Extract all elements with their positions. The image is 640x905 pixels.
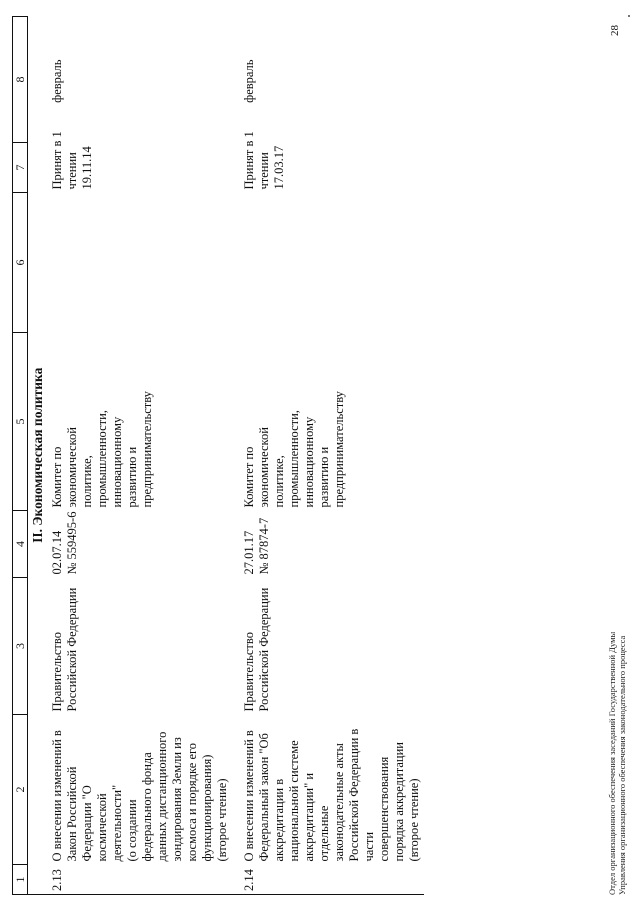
footer-line: Управления организационного обеспечения законодательного процесса: [617, 635, 627, 895]
row-number: 2.13: [47, 865, 232, 895]
committee: Комитет по экономической политике, промышленности, инновационному развитию и предпринимательству: [50, 391, 154, 508]
registration-number: № 87874-7: [257, 517, 271, 575]
column-header: 1: [13, 865, 28, 895]
column-header: 5: [13, 333, 28, 511]
column-header: 6: [13, 193, 28, 333]
initiator: Правительство Российской Федерации: [242, 587, 271, 712]
table-row: [47, 17, 232, 895]
reading-status: Принят в 1 чтении 17.03.17: [242, 131, 286, 190]
page-footer: [607, 632, 627, 895]
row-number: 2.14: [232, 865, 424, 895]
table-row: [232, 17, 424, 895]
planned-month: февраль: [242, 59, 256, 103]
status-cell: [47, 17, 232, 193]
section-title: II. Экономическая политика: [28, 17, 48, 895]
initiator: Правительство Российской Федерации: [50, 587, 79, 712]
column-header: 3: [13, 578, 28, 715]
section-row: [28, 17, 48, 895]
column-header: 4: [13, 511, 28, 578]
footer-line: Отдел организационного обеспечения заседаний Государственной Думы: [607, 631, 617, 895]
registration-cell: [232, 511, 424, 578]
planned-month: февраль: [50, 59, 64, 103]
bill-title: О внесении изменений в Федеральный закон "Об аккредитации в национальной системе аккредитации" и отдельные законодательные акты Российской Федерации в части совершенствования порядка аккредитации (второе чтение): [242, 728, 421, 862]
status-cell: [232, 17, 424, 193]
registration-number: № 559495-6: [65, 511, 79, 575]
page-number: 28: [609, 25, 621, 36]
reading-status: Принят в 1 чтении 19.11.14: [50, 131, 94, 190]
registration-date: 27.01.17: [242, 530, 256, 575]
header-row: [13, 17, 28, 895]
bill-title: О внесении изменений в Закон Российской Федерации "О космической деятельности" (о создании федерального фонда данных дистанционного зондирования Земли из космоса и порядке его функционирования) (второе чтение): [50, 730, 229, 862]
scan-speck: [628, 15, 630, 17]
column-6-cell: [47, 193, 232, 333]
column-header: 8: [13, 17, 28, 143]
column-header: 7: [13, 143, 28, 193]
column-6-cell: [232, 193, 424, 333]
registration-date: 02.07.14: [50, 530, 64, 575]
registration-cell: [47, 511, 232, 578]
column-header: 2: [13, 715, 28, 865]
legislation-table: [12, 16, 424, 895]
committee: Комитет по экономической политике, промышленности, инновационному развитию и предпринимательству: [242, 391, 346, 508]
